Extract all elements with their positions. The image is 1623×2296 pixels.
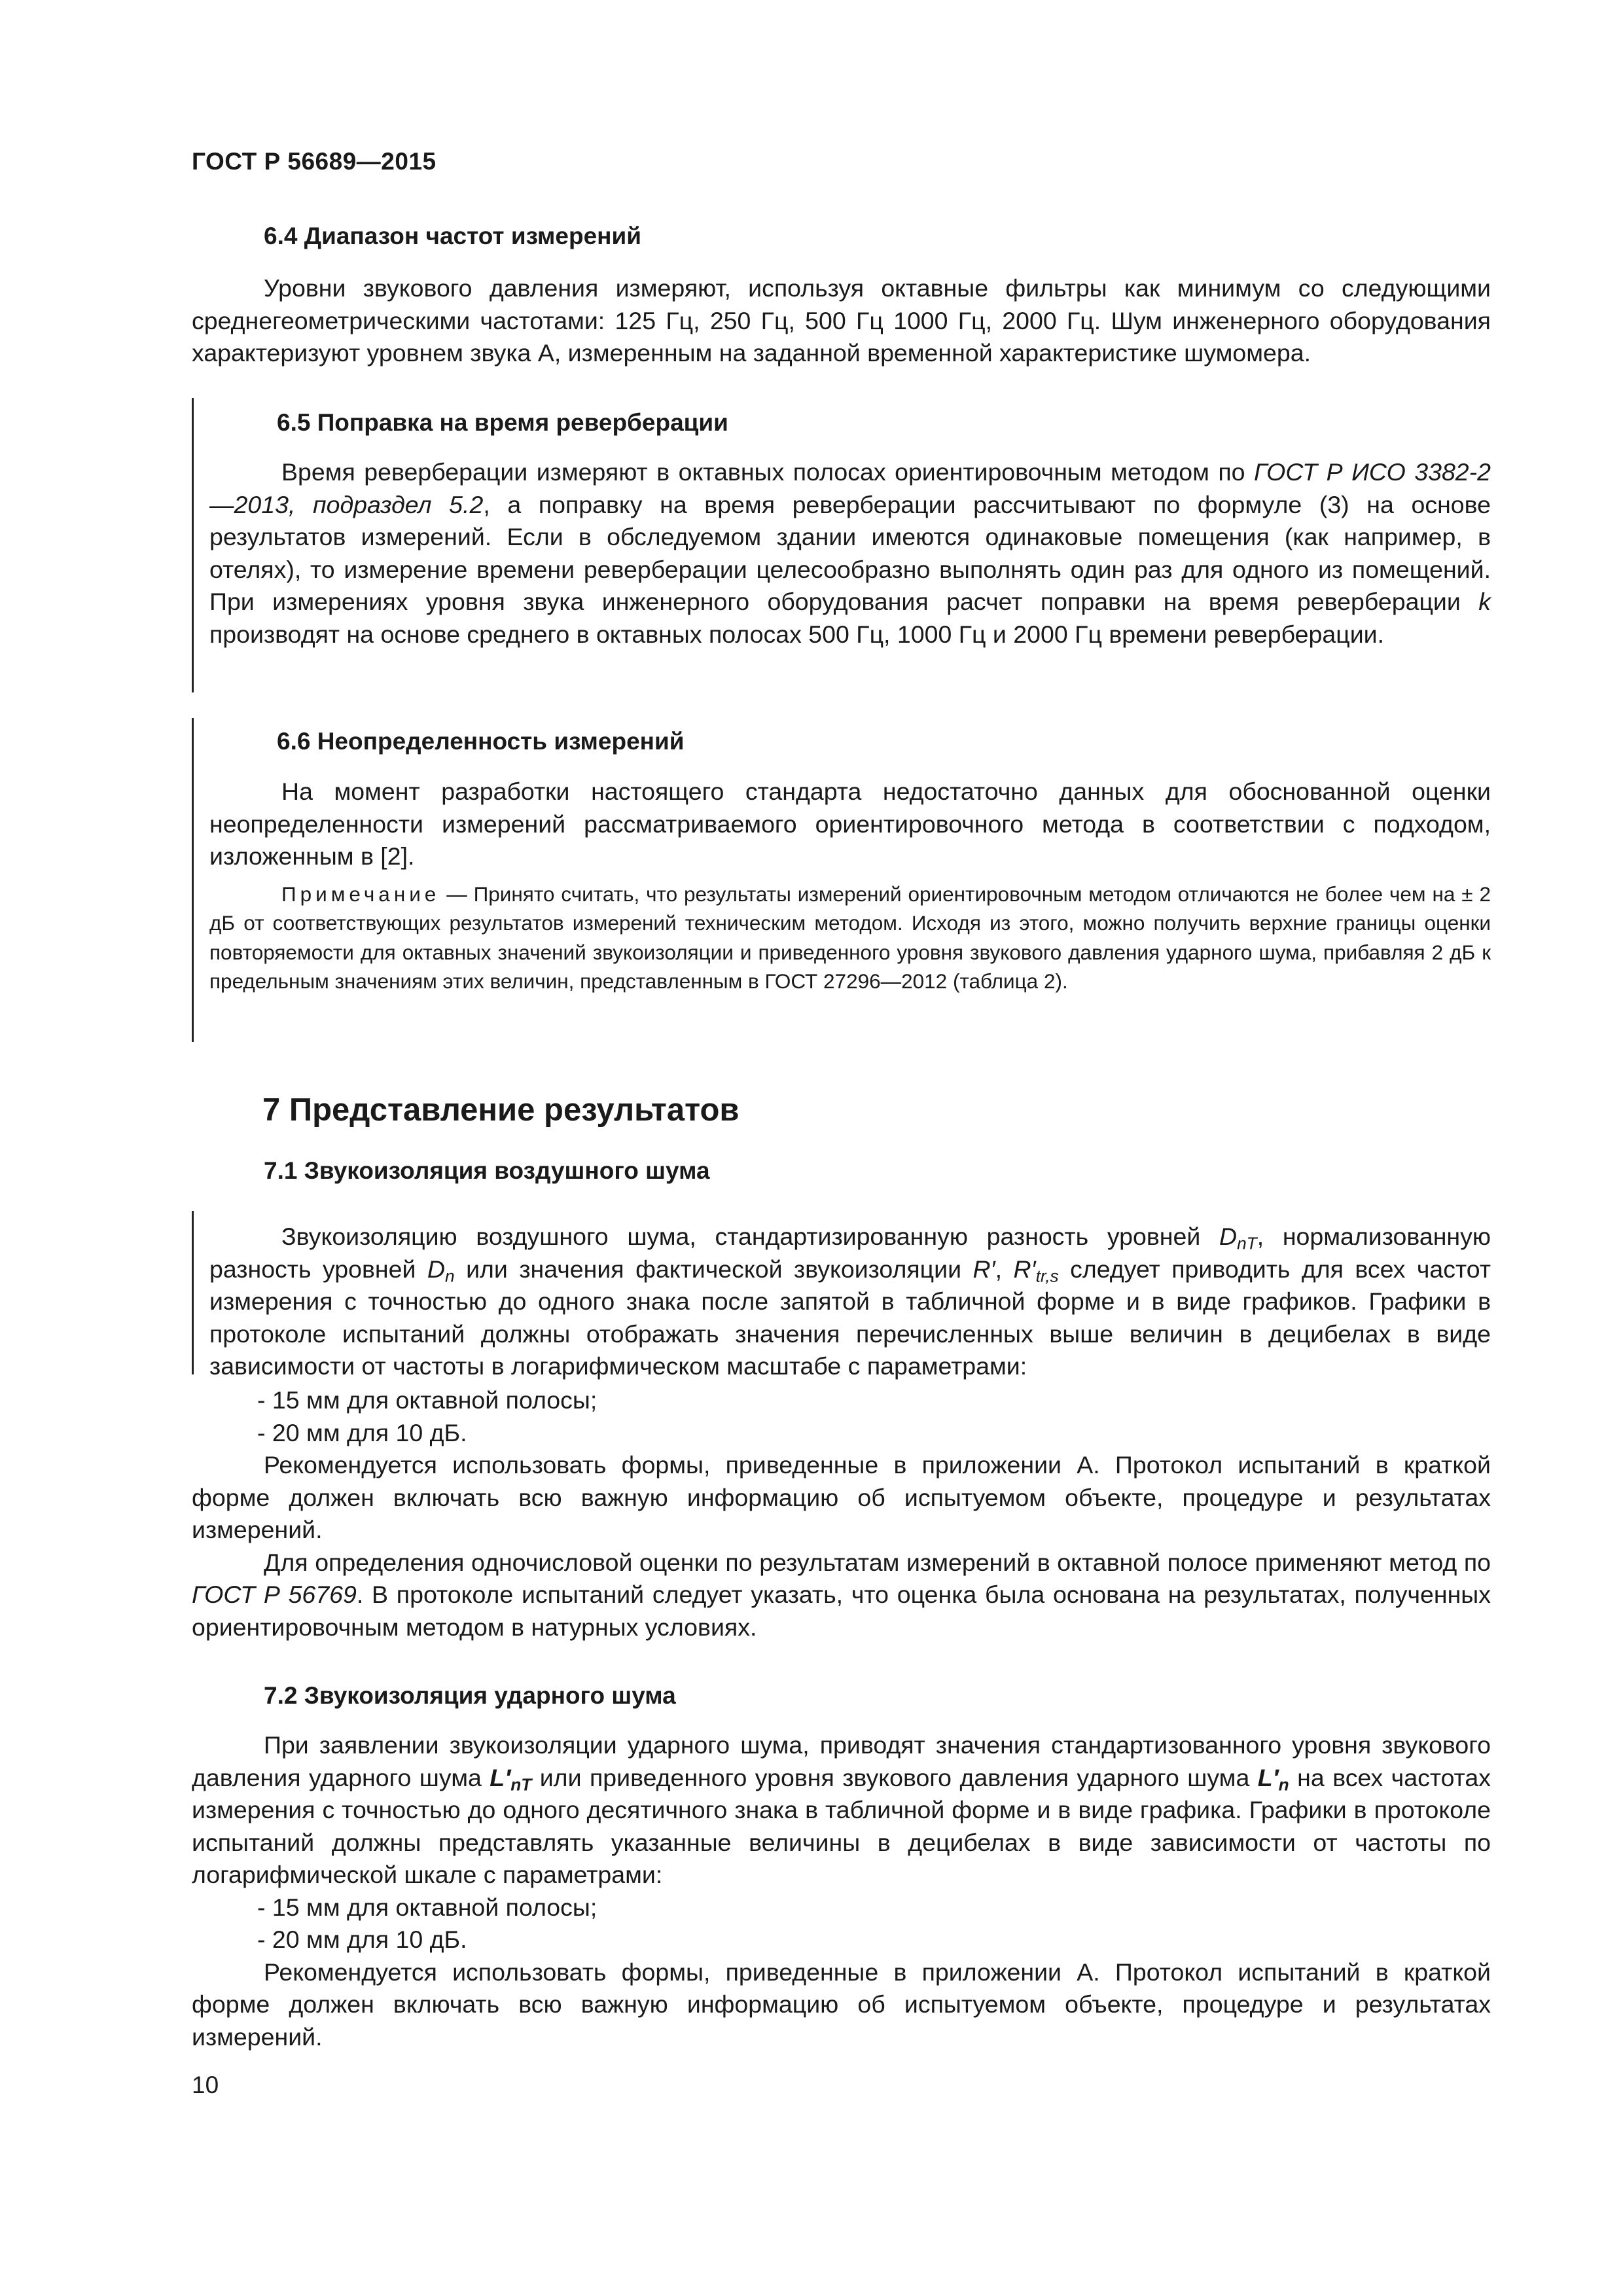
section-7-1-body-a: [209, 1221, 1491, 1383]
section-6-6-title: 6.6 Неопределенность измерений: [277, 728, 685, 755]
note-label: Примечание: [281, 882, 440, 906]
symbol-subscript: n: [445, 1266, 455, 1286]
symbol-LnT: [490, 1763, 532, 1795]
text-run: , нормализованную разность уровней: [209, 1223, 1491, 1283]
section-7-2: [192, 1682, 1491, 1710]
text-run: . В протоколе испытаний следует указать, что оценка была основана на результатах, полученных ориентировочным методом в натурных условиях.: [192, 1581, 1491, 1641]
section-7-1: [192, 1157, 1491, 1185]
text-run: следует приводить для всех частот измерения с точностью до одного знака после запятой в табличной форме и в виде графиков. Графики в протоколе испытаний должны отображать значения перечисленных выше величин в децибелах в виде зависимости от частоты в логарифмическом масштабе с параметрами:: [209, 1255, 1491, 1380]
section-6-5-title: 6.5 Поправка на время реверберации: [277, 409, 728, 436]
change-bar: [192, 718, 194, 1042]
symbol-subscript: tr,s: [1035, 1266, 1059, 1286]
section-6-4-title: 6.4 Диапазон частот измерений: [264, 223, 642, 249]
note-text: — Принято считать, что результаты измерений ориентировочным методом отличаются не более чем на ± 2 дБ от соответствующих результатов измерений техническим методом. Исходя из этого, можно получить верхние границы оценки повторяемости для октавных значений звукоизоляции и приведенного уровня звукового давления ударного шума, прибавляя 2 дБ к предельным значениям этих величин, представленным в ГОСТ 27296—2012 (таблица 2).: [209, 882, 1491, 993]
symbol-Dn: [427, 1255, 455, 1286]
symbol-base: D: [427, 1255, 446, 1283]
text-run: Для определения одночисловой оценки по результатам измерений в октавной полосе применяют метод по: [264, 1548, 1491, 1576]
text-run: или значения фактической звукоизоляции: [454, 1255, 973, 1283]
paragraph: [209, 456, 1491, 651]
paragraph: [192, 1547, 1491, 1644]
section-7-title: 7 Представление результатов: [262, 1092, 740, 1128]
text-run: , а поправку на время реверберации рассчитывают по формуле (3) на основе результатов измерений. Если в обследуемом здании имеются одинаковые помещения (как например, в отелях), то измерение времени реверберации целесообразно выполнять один раз для одного из помещений. При измерениях уровня звука инженерного оборудования расчет поправки на время реверберации: [209, 490, 1491, 615]
change-bar: [192, 1211, 194, 1374]
symbol-R: R′: [972, 1255, 995, 1283]
symbol-base: D: [1219, 1223, 1238, 1250]
section-6-5-body: [209, 456, 1491, 651]
paragraph: Рекомендуется использовать формы, приведенные в приложении А. Протокол испытаний в краткой форме должен включать всю важную информацию об испытуемом объекте, процедуре и результатах измерений.: [192, 1451, 1491, 1543]
section-7-2-body: [192, 1729, 1491, 2053]
list-item: - 20 мм для 10 дБ.: [257, 1926, 467, 1953]
symbol-k: k: [1478, 588, 1491, 615]
symbol-Rtrs: [1013, 1255, 1059, 1286]
section-6-5: [209, 409, 1491, 437]
paragraph: На момент разработки настоящего стандарта недостаточно данных для обоснованной оценки неопределенности измерений рассматриваемого ориентировочного метода в соответствии с подходом, изложенным в [2].: [209, 778, 1491, 870]
list-item: - 20 мм для 10 дБ.: [257, 1418, 467, 1446]
text-run: Звукоизоляцию воздушного шума, стандартизированную разность уровней: [281, 1223, 1219, 1250]
symbol-base: L′: [1257, 1763, 1279, 1791]
symbol-base: R′: [1013, 1255, 1036, 1283]
note: [209, 880, 1491, 996]
symbol-subscript: n: [1278, 1774, 1289, 1795]
symbol-subscript: nT: [1237, 1233, 1257, 1253]
section-7-1-body-b: [192, 1384, 1491, 1643]
paragraph: [209, 1221, 1491, 1383]
text-run: на всех частотах измерения с точностью до одного десятичного знака в табличной форме и в виде графика. Графики в протоколе испытаний должны представлять указанные величины в децибелах в виде зависимости от частоты по логарифмической шкале с параметрами:: [192, 1763, 1491, 1888]
paragraph: Уровни звукового давления измеряют, используя октавные фильтры как минимум со следующими среднегеометрическими частотами: 125 Гц, 250 Гц, 500 Гц 1000 Гц, 2000 Гц. Шум инженерного оборудования характеризуют уровнем звука А, измеренным на заданной временной характеристике шумомера.: [192, 274, 1491, 367]
list-item: - 15 мм для октавной полосы;: [257, 1386, 597, 1414]
section-7: [192, 1092, 1491, 1128]
change-bar: [192, 398, 194, 692]
section-7-1-title: 7.1 Звукоизоляция воздушного шума: [264, 1157, 710, 1184]
document-header: ГОСТ Р 56689—2015: [192, 148, 437, 175]
text-run: Время реверберации измеряют в октавных полосах ориентировочным методом по: [281, 458, 1255, 486]
paragraph: Рекомендуется использовать формы, приведенные в приложении А. Протокол испытаний в краткой форме должен включать всю важную информацию об испытуемом объекте, процедуре и результатах измерений.: [192, 1958, 1491, 2051]
text-run: производят на основе среднего в октавных полосах 500 Гц, 1000 Гц и 2000 Гц времени реверберации.: [209, 620, 1385, 648]
standard-reference: ГОСТ Р ИСО 3382-2—2013, подраздел 5.2: [209, 458, 1491, 518]
symbol-subscript: nT: [510, 1774, 532, 1795]
paragraph: [192, 1729, 1491, 1892]
text-run: ,: [995, 1255, 1014, 1283]
section-6-4-body: [192, 272, 1491, 370]
section-7-2-title: 7.2 Звукоизоляция ударного шума: [264, 1682, 676, 1709]
symbol-Ln: [1257, 1763, 1289, 1795]
section-6-6-body: [209, 776, 1491, 996]
section-6-6: [209, 728, 1491, 755]
list-item: - 15 мм для октавной полосы;: [257, 1893, 597, 1921]
symbol-DnT: [1219, 1223, 1257, 1253]
standard-reference: ГОСТ Р 56769: [192, 1581, 357, 1608]
text-run: При заявлении звукоизоляции ударного шума, приводят значения стандартизованного уровня звукового давления ударного шума: [192, 1731, 1491, 1791]
text-run: или приведенного уровня звукового давления ударного шума: [531, 1763, 1258, 1791]
symbol-base: L′: [490, 1763, 511, 1791]
page-number: 10: [192, 2072, 219, 2098]
section-6-4: [192, 223, 1491, 250]
